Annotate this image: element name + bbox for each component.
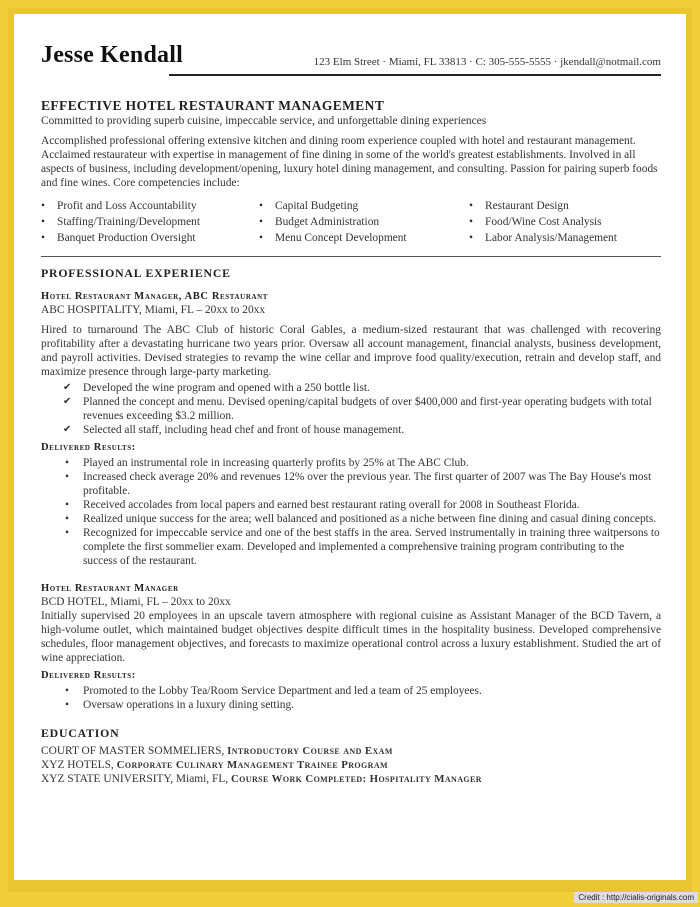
competency-item: • Labor Analysis/Management bbox=[469, 230, 661, 246]
competency-item: • Food/Wine Cost Analysis bbox=[469, 214, 661, 230]
education-heading: EDUCATION bbox=[41, 726, 120, 740]
education-detail: Corporate Culinary Management Trainee Program bbox=[116, 759, 388, 771]
education-org: XYZ STATE UNIVERSITY, Miami, FL, bbox=[41, 773, 231, 785]
contact-info: 123 Elm Street · Miami, FL 33813 · C: 305-555-5555 · jkendall@notmail.com bbox=[313, 56, 661, 68]
competency-item: • Profit and Loss Accountability bbox=[41, 198, 259, 214]
experience-heading: PROFESSIONAL EXPERIENCE bbox=[41, 266, 231, 280]
header-divider bbox=[169, 74, 661, 76]
job-title: Hotel Restaurant Manager, ABC Restaurant bbox=[41, 291, 269, 302]
list-item: ✔ Planned the concept and menu. Devised opening/capital budgets of over $400,000 and first-year operating budgets with total revenues exceeding $3.2 million. bbox=[41, 395, 661, 423]
job-description: Hired to turnaround The ABC Club of historic Coral Gables, a medium-sized restaurant that was challenged with recovering profitability after a devastating hurricane two years prior. Oversaw all account management, financial analysts, business development, and payroll activities. Devised strategies to revamp the wine cellar and improve food quality/execution, retrain and develop staff, and maximize presence through large-party marketing. bbox=[41, 324, 661, 378]
job-description: Initially supervised 20 employees in an upscale tavern atmosphere with regional cuisine as Assistant Manager of the BCD Tavern, a high-volume outlet, which maintained budget objectives despite difficult times in the hospitality business. Developed comprehensive schedules, floor management objectives, and forecasts to maximize operational control across a luxury establishment. Studied the art of wine appreciation. bbox=[41, 610, 661, 664]
competency-item: • Restaurant Design bbox=[469, 198, 661, 214]
job-results bbox=[41, 456, 661, 568]
delivered-results-label: Delivered Results: bbox=[41, 442, 136, 453]
list-item: ✔ Selected all staff, including head chef and front of house management. bbox=[41, 423, 661, 437]
list-item: • Recognized for impeccable service and one of the best staffs in the area. Served instrumentally in training three waitpersons to complete the first sommelier exam. Developed and implemented a comprehensive training program contributing to the success of the restaurant. bbox=[41, 526, 661, 568]
list-item: • Oversaw operations in a luxury dining setting. bbox=[41, 698, 661, 712]
list-item: • Increased check average 20% and revenues 12% over the previous year. The first quarter of 2007 was The Bay House's most profitable. bbox=[41, 470, 661, 498]
credit-watermark: Credit : http://cialis-originals.com bbox=[574, 892, 698, 903]
education-org: COURT OF MASTER SOMMELIERS, bbox=[41, 745, 228, 757]
competency-item: • Capital Budgeting bbox=[259, 198, 469, 214]
resume-page bbox=[14, 14, 686, 880]
education-detail: Course Work Completed: Hospitality Manager bbox=[230, 773, 482, 785]
list-item: ✔ Developed the wine program and opened with a 250 bottle list. bbox=[41, 381, 661, 395]
job-organization: BCD HOTEL, Miami, FL – 20xx to 20xx bbox=[41, 596, 231, 608]
list-item: • Received accolades from local papers and earned best restaurant rating overall for 2008 in Southeast Florida. bbox=[41, 498, 661, 512]
list-item: • Promoted to the Lobby Tea/Room Service Department and led a team of 25 employees. bbox=[41, 684, 661, 698]
job-results bbox=[41, 684, 661, 712]
job-organization: ABC HOSPITALITY, Miami, FL – 20xx to 20xx bbox=[41, 304, 266, 316]
competency-item: • Banquet Production Oversight bbox=[41, 230, 259, 246]
resume-header bbox=[41, 14, 661, 84]
job-title: Hotel Restaurant Manager bbox=[41, 583, 179, 594]
competency-item: • Staffing/Training/Development bbox=[41, 214, 259, 230]
candidate-name: Jesse Kendall bbox=[41, 42, 183, 68]
list-item: • Realized unique success for the area; well balanced and positioned as a niche between fine dining and casual dining concepts. bbox=[41, 512, 661, 526]
delivered-results-label: Delivered Results: bbox=[41, 670, 136, 681]
education-item bbox=[41, 772, 661, 786]
list-item: • Played an instrumental role in increasing quarterly profits by 25% at The ABC Club. bbox=[41, 456, 661, 470]
education-item bbox=[41, 758, 661, 772]
competency-item: • Menu Concept Development bbox=[259, 230, 469, 246]
summary-tagline: Committed to providing superb cuisine, impeccable service, and unforgettable dining experiences bbox=[41, 115, 487, 127]
summary-paragraph: Accomplished professional offering extensive kitchen and dining room experience coupled with hotel and restaurant management. Acclaimed restaurateur with expertise in management of fine dining in some of the world's greatest establishments. Involved in all aspects of business, including development/opening, luxury hotel dining management, and consulting. Passion for pairing superb foods and fine wines. Core competencies include: bbox=[41, 135, 658, 189]
core-competencies bbox=[41, 198, 661, 246]
summary-headline: EFFECTIVE HOTEL RESTAURANT MANAGEMENT bbox=[41, 98, 385, 113]
section-divider bbox=[41, 256, 661, 257]
education-detail: Introductory Course and Exam bbox=[227, 745, 393, 757]
education-item bbox=[41, 744, 661, 758]
job-highlights bbox=[41, 381, 661, 437]
education-org: XYZ HOTELS, bbox=[41, 759, 117, 771]
competency-item: • Budget Administration bbox=[259, 214, 469, 230]
